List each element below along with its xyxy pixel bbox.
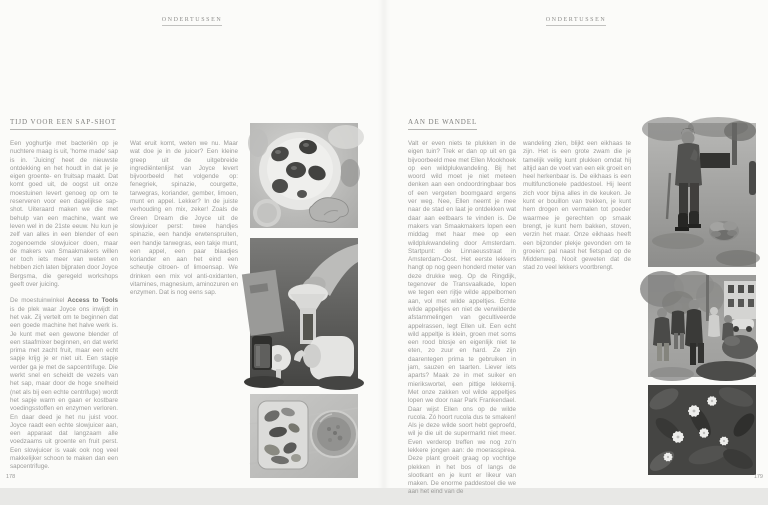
left-page-column-1	[10, 140, 118, 480]
photo-slowjuicer-in-use	[250, 238, 358, 386]
left-page-column-2	[130, 140, 238, 306]
running-head-left-label: ONDERTUSSEN	[162, 17, 223, 26]
paragraph: Wat eruit komt, weten we nu. Maar wat doe je in de juicer? Een kleine greep uit de uitgebreide ingrediëntenlijst van Joyce levert bijvoorbeeld het volgende op: fenegriek, spinazie, courgette, tarwegras, koriander, gember, limoen, munt en appel. Lekker? In de juiste verhouding en mix, zeker! Zoals de Green Dream die Joyce uit de slowjuicer perst: twee handjes spinazie, een handje erwtenspruiten, een handje tarwegras, een takje munt, een appel, een paar blaadjes koriander en aan het eind een scheutje citroen- of limoensap. We drinken een mix vol anti-oxidanten, vitamines, magnesium, aminozuren en enzymen. Dat is nog eens sap.	[130, 140, 238, 297]
photo-forager-with-giant-mushroom	[648, 123, 756, 267]
photo-illustration	[250, 238, 358, 386]
photo-illustration	[648, 275, 756, 377]
photo-illustration	[250, 123, 358, 228]
paragraph	[10, 297, 118, 471]
paragraph: Valt er even niets te plukken in de eigen tuin? Trek er dan op uit en ga bijvoorbeeld mee met Ellen Mookhoek op een wildplukwandeling. Bij het woord wild moet je niet meteen denken aan een ondoordringbaar bos of een vergeten boomgaard ergens ver weg. Nee, Ellen neemt je mee naar de stad en laat je ontdekken wat daar aan eetbaars te vinden is. De makers van Smaakmakers lopen een middag met haar mee op een wildplukwandeling door Amsterdam. Startpunt: de Linnaeusstraat in Amsterdam-Oost. Het eerste lekkers hangt op nog geen honderd meter van deze drukke weg. Op de Ringdijk, tegenover de Transvaalkade, lopen we tegen een rijtje wilde appelbomen aan, vol met wilde appeltjes. Echte wilde appeltjes en niet de verwilderde afstammelingen van gecultiveerde appelrassen, legt Ellen uit. Een echt wild appeltje is klein, groen met soms een rood blosje en eigenlijk niet te eten, zo zuur en hard. Ze zijn daarentegen prima te gebruiken in jam, sauzen en taarten. Liever iets aparts? Maak ze in met suiker en mierikswortel, een pittige lekkernij. Met onze zakken vol wilde appeltjes lopen we door naar Park Frankendael. Daar wijst Ellen ons op de wilde rucola. Zó hoort rucola dus te smaken! Als je deze wilde soort hebt geproefd, wil je die uit de supermarkt niet meer. Even verderop treffen we nog zo'n lekkere jongen aan: de moerasspirea. Deze plant groeit graag op vochtige plekken in het bos of langs de slootkant en je kunt er likeur van maken. De enorme paddestoel die we aan het eind van de	[408, 140, 516, 496]
right-page-column-2	[523, 140, 631, 281]
photo-plate-with-limes-and-ginger	[250, 123, 358, 228]
paragraph: Een yoghurtje met bacteriën op je nuchtere maag is uit, 'home made' sap is in. 'Juicing' heet de nieuwste ontdekking en het houdt in dat je je eigen groente- en fruitsap maakt. Dat komt goed uit, de oogst uit onze moestuinen levert genoeg op om te reserveren voor een dagelijkse sap-shot. Uiteraard maken we die met behulp van een machine, want we leven wel in de 21ste eeuw. Nu kun je zelf van alles in een blender of een zogenoemde slowjuicer doen, maar de makers van Smaakmakers willen er toch iets meer van weten en hebben zich laten bijpraten door Joyce Bergsma, die geregeld workshops geeft over juicing.	[10, 140, 118, 289]
section-title-sap-shot: TIJD VOOR EEN SAP-SHOT	[10, 118, 116, 130]
running-head-right-label: ONDERTUSSEN	[546, 17, 607, 26]
page-number-right: 179	[753, 474, 763, 480]
paragraph-text: is de plek waar Joyce ons inwijdt in het vak. Zij vertelt om te beginnen dat een goede machine het halve werk is. Je kunt met een gewone blender of een staafmixer beginnen, en dat werkt prima met zacht fruit, maar een echt sapje krijg je er niet uit. Een stapje verder ga je met de sapcentrifuge. Die werkt snel en scheidt de vezels van het sap, maar door de hoge snelheid (net als bij een echte centrifuge) wordt het sapje warm en gaan er kostbare voedingsstoffen en enzymen verloren. En daar deed je het nu juist voor. Joyce raadt een echte slowjuicer aan, een apparaat dat langzaam alle voedzaams uit groente en fruit perst. Een slowjuicer is vaak ook nog veel makkelijker schoon te maken dan een sapcentrifuge.	[10, 305, 118, 471]
page-number-left: 178	[6, 474, 16, 480]
shop-name-bold: Access to Tools	[67, 297, 118, 305]
page-gutter	[378, 0, 390, 488]
photo-group-on-foraging-walk	[648, 275, 756, 377]
photo-illustration	[250, 394, 358, 478]
running-head-left	[0, 8, 384, 26]
section-title-aan-de-wandel: AAN DE WANDEL	[408, 118, 477, 130]
right-page-column-1	[408, 140, 516, 505]
photo-illustration	[648, 123, 756, 267]
paragraph-text: De moestuinwinkel	[10, 297, 68, 305]
paragraph: wandeling zien, blijkt een eikhaas te zijn. Het is een grote zwam die je tamelijk veilig kunt plukken omdat hij altijd aan de voet van een eik groeit en heel herkenbaar is. De eikhaas is een multifunctionele paddestoel. Hij leent zich voor bijna alles in de keuken. Je kunt er bouillon van trekken, je kunt hem drogen en vermalen tot poeder waarmee je gerechten op smaak brengt, je kunt hem bakken, stoven, verzin het maar. Onze eikhaas heeft een bijzonder plekje gevonden om te groeien: pal naast het fietspad op de Middenweg. Nooit geweten dat de stad zo veel lekkers voortbrengt.	[523, 140, 631, 272]
photo-illustration	[648, 385, 756, 475]
photo-tray-of-greens-and-jar	[250, 394, 358, 478]
photo-white-wildflowers	[648, 385, 756, 475]
running-head-right	[384, 8, 768, 26]
